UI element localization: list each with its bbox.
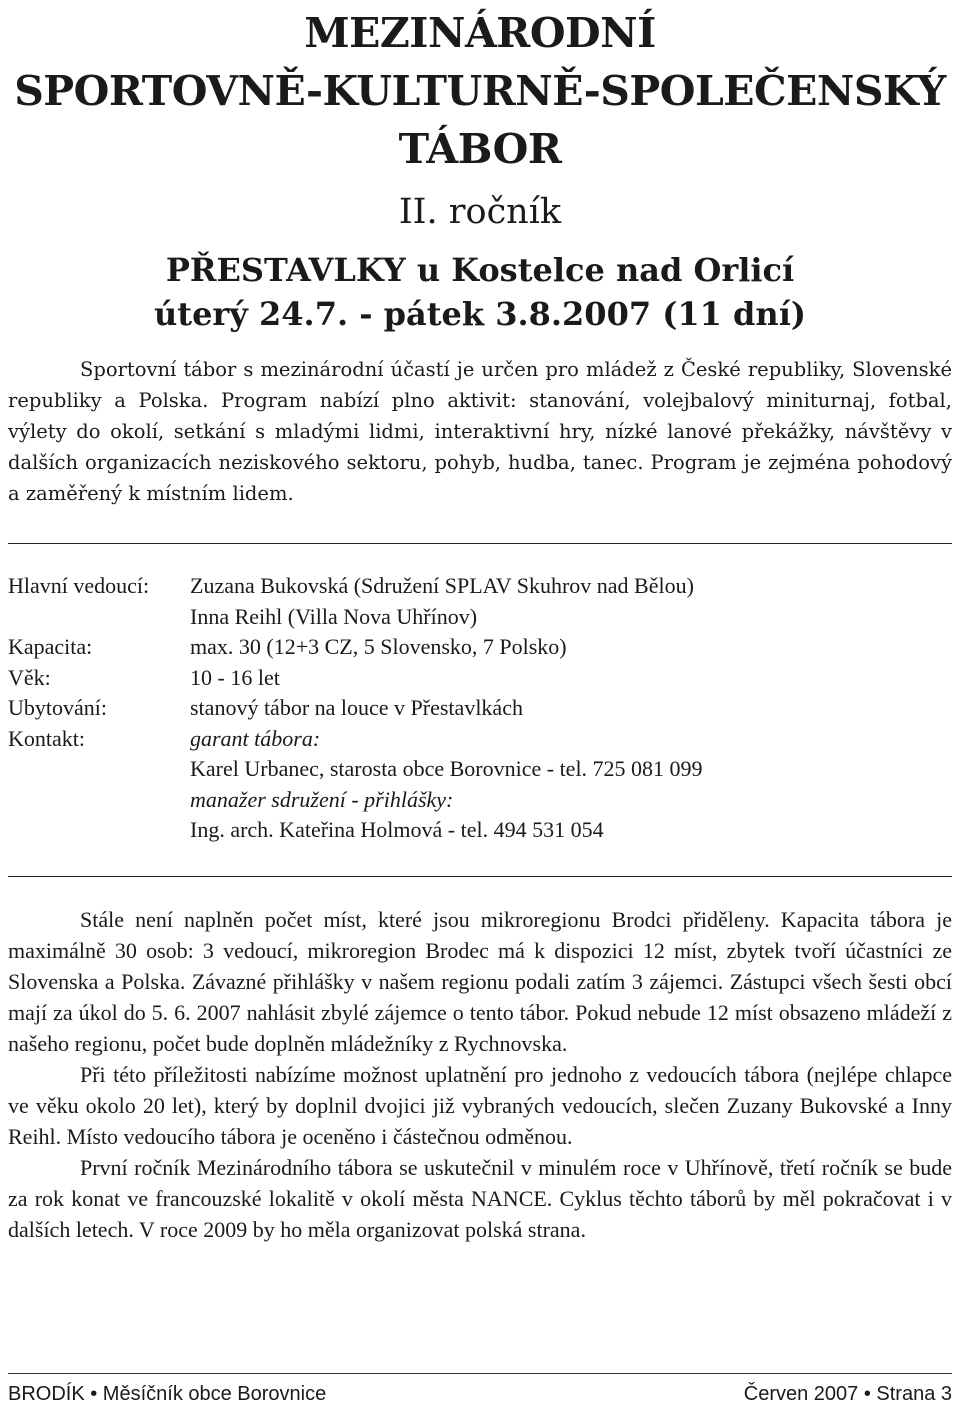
capacity-value: max. 30 (12+3 CZ, 5 Slovensko, 7 Polsko) [190,634,567,659]
info-row-leader [8,571,952,602]
lodging-label: Ubytování: [8,695,107,720]
title-line-1: MEZINÁRODNÍ [304,9,656,57]
info-row-leader-2 [8,602,952,633]
paragraph-1: Stále není naplněn počet míst, které jsou mikroregionu Brodci přiděleny. Kapacita tábora je maximálně 30 osob: 3 vedoucí, mikroregion Brodec má k dispozici 12 míst, zbytek tvoří účastníci ze Slovenska a Polska. Závazné přihlášky v našem regionu podali zatím 3 zájemci. Zástupci všech šesti obcí mají za úkol do 5. 6. 2007 nahlásit zbylé zájemce o tento tábor. Pokud nebude 12 míst obsazeno mládeží z našeho regionu, počet bude doplněn mládežníky z Rychnovska. [8,907,952,1056]
manager-value: Ing. arch. Kateřina Holmová - tel. 494 531 054 [190,817,604,842]
info-row-manager [8,815,952,846]
manager-label: manažer sdružení - přihlášky: [190,786,454,812]
footer-publication: BRODÍK • Měsíčník obce Borovnice [8,1383,327,1405]
capacity-label: Kapacita: [8,634,93,659]
intro-paragraph [8,354,952,509]
lodging-value: stanový tábor na louce v Přestavlkách [190,695,523,720]
event-location: PŘESTAVLKY u Kostelce nad Orlicí [165,251,795,289]
divider-top [8,543,952,544]
info-row-contact [8,724,952,755]
info-row-capacity [8,632,952,663]
guarantor-label: garant tábora: [190,725,321,751]
age-label: Věk: [8,664,51,690]
event-dates: úterý 24.7. - pátek 3.8.2007 (11 dní) [154,295,806,333]
contact-label: Kontakt: [8,725,85,751]
footer-page-info: Červen 2007 • Strana 3 [743,1383,952,1405]
title-line-3: TÁBOR [398,125,562,173]
paragraph-2: Při této příležitosti nabízíme možnost uplatnění pro jednoho z vedoucích tábora (nejlépe chlapce ve věku okolo 20 let), který by doplnil dvojici již vybraných vedoucích, slečen Zuzany Bukovské a Inny Reihl. Místo vedoucího tábora je oceněno i částečnou odměnou. [8,1062,952,1149]
paragraph-3: První ročník Mezinárodního tábora se uskutečnil v minulém roce v Uhřínově, třetí ročník se bude za rok konat ve francouzské lokalitě v okolí města NANCE. Cyklus těchto táborů by měl pokračovat i v dalších letech. V roce 2009 by ho měla organizovat polská strana. [8,1155,952,1242]
intro-text: Sportovní tábor s mezinárodní účastí je určen pro mládež z České republiky, Slovenské republiky a Polska. Program nabízí plno aktivit: stanování, volejbalový miniturnaj, fotbal, výlety do okolí, setkání s mladými lidmi, interaktivní hry, nízké lanové překážky, návštěvy v dalších organizacích neziskového sektoru, pohyb, hudba, tanec. Program je zejména pohodový a zaměřený k místním lidem. [8,358,952,505]
camp-info-table [8,571,952,846]
leader-value-2: Inna Reihl (Villa Nova Uhřínov) [190,603,478,629]
article-body [8,904,952,1245]
leader-label: Hlavní vedoucí: [8,573,150,598]
edition-heading: II. ročník [398,192,562,232]
page-title [0,4,960,178]
divider-bottom [8,876,952,877]
info-row-manager-label [8,785,952,816]
age-value: 10 - 16 let [190,664,280,690]
info-row-age [8,663,952,694]
page-footer [8,1380,952,1408]
leader-value-1: Zuzana Bukovská (Sdružení SPLAV Skuhrov nad Bělou) [190,573,694,598]
info-row-lodging [8,693,952,724]
guarantor-value: Karel Urbanec, starosta obce Borovnice - tel. 725 081 099 [190,756,703,781]
title-line-2: SPORTOVNĚ-KULTURNĚ-SPOLEČENSKÝ [14,67,946,115]
event-location-dates [0,248,960,336]
info-row-guarantor [8,754,952,785]
footer-divider [8,1373,952,1374]
